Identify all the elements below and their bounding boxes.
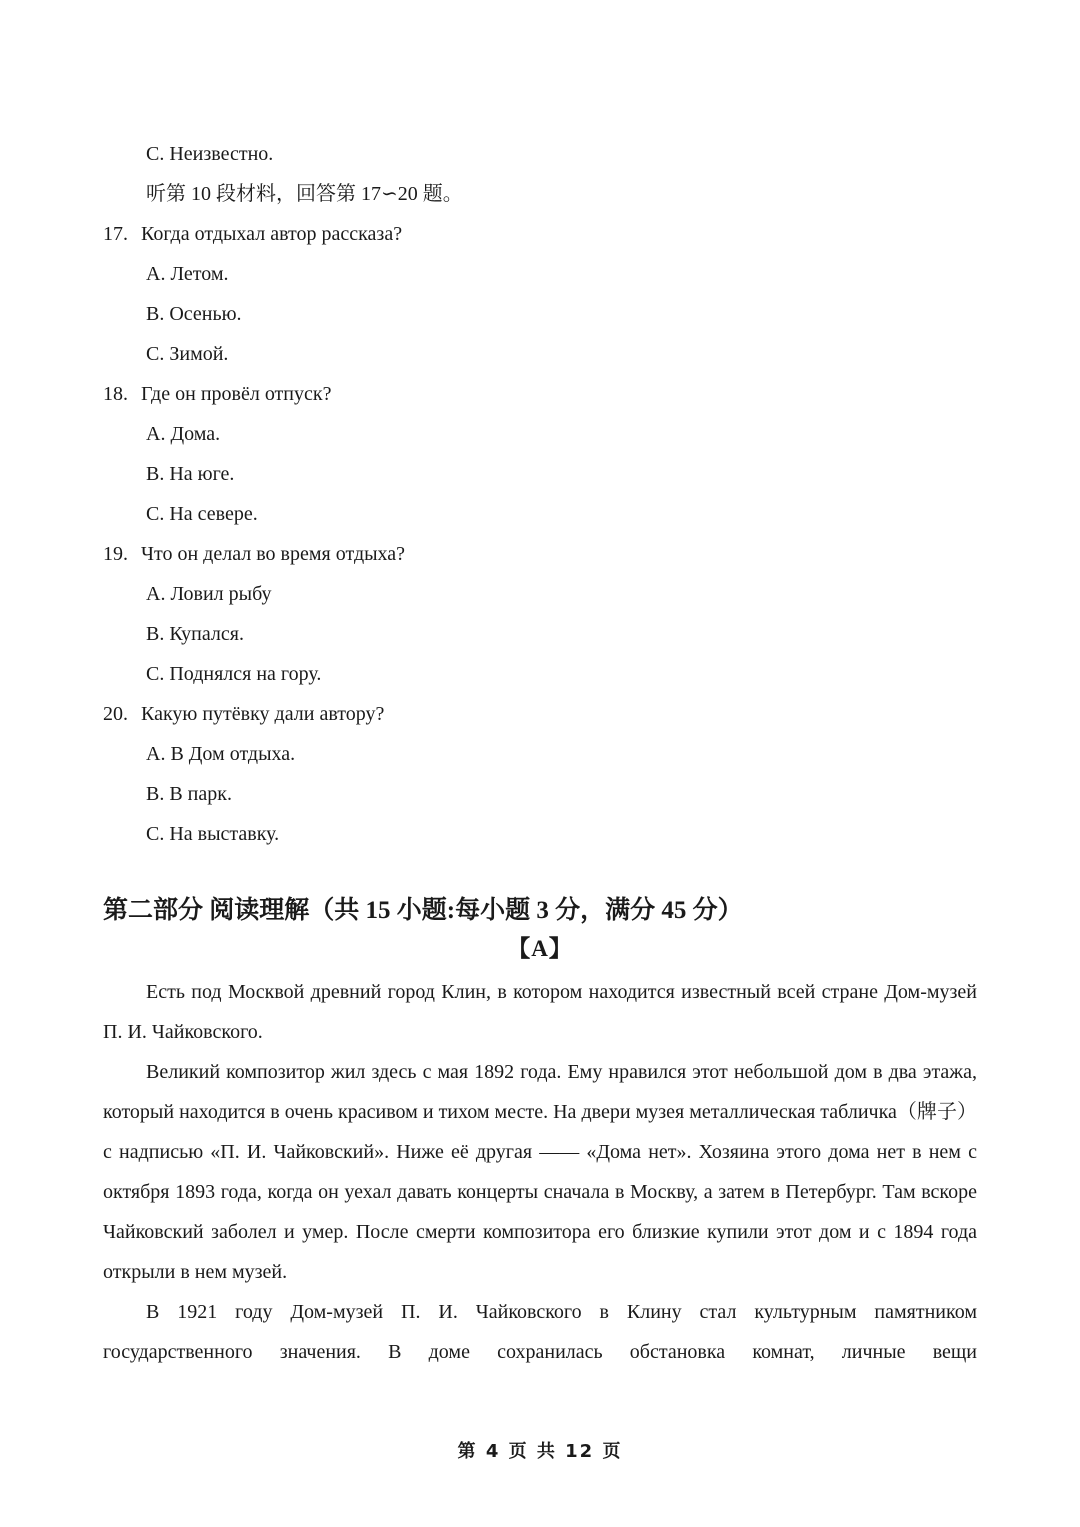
- option-19-a: A. Ловил рыбу: [146, 583, 272, 605]
- previous-option-c: C. Неизвестно.: [146, 143, 274, 165]
- passage-label: 【A】: [507, 936, 573, 961]
- question-number: 19.: [103, 543, 128, 565]
- question-text: Где он провёл отпуск?: [141, 383, 332, 405]
- question-text: Что он делал во время отдыха?: [141, 543, 406, 565]
- option-19-b: B. Купался.: [146, 623, 244, 645]
- option-20-a: A. В Дом отдыха.: [146, 743, 296, 765]
- question-17: [103, 220, 402, 248]
- option-18-b: B. На юге.: [146, 463, 235, 485]
- passage-paragraph-2: Великий композитор жил здесь с мая 1892 года. Ему нравился этот небольшой дом в два этажа, который находится в очень красивом и тихом месте. На двери музея металлическая табличка（牌子） с надписью «П. И. Чайковский». Ниже её другая —— «Дома нет». Хозяина этого дома нет в нем с октября 1893 года, когда он уехал давать концерты сначала в Москву, а затем в Петербург. Там вскоре Чайковский заболел и умер. После смерти композитора его близкие купили этот дом и с 1894 года открыли в нем музей.: [103, 1061, 977, 1283]
- option-19-c: C. Поднялся на гору.: [146, 663, 322, 685]
- option-18-c: C. На севере.: [146, 503, 258, 525]
- question-number: 20.: [103, 703, 128, 725]
- passage-paragraph-3: В 1921 году Дом-музей П. И. Чайковского в Клину стал культурным памятником государственного значения. В доме сохранилась обстановка комнат, личные вещи: [103, 1301, 977, 1363]
- option-17-c: C. Зимой.: [146, 343, 229, 365]
- section-title: 第二部分 阅读理解（共 15 小题:每小题 3 分，满分 45 分）: [103, 897, 743, 924]
- option-17-b: B. Осенью.: [146, 303, 242, 325]
- option-20-c: C. На выставку.: [146, 823, 280, 845]
- question-text: Когда отдыхал автор рассказа?: [141, 223, 403, 245]
- question-number: 17.: [103, 223, 128, 245]
- listening-instruction: 听第 10 段材料，回答第 17∽20 题。: [146, 183, 463, 205]
- question-18: [103, 380, 331, 408]
- question-number: 18.: [103, 383, 128, 405]
- passage-paragraph-1: Есть под Москвой древний город Клин, в котором находится известный всей стране Дом-музей П. И. Чайковского.: [103, 981, 977, 1043]
- question-20: [103, 700, 384, 728]
- option-20-b: B. В парк.: [146, 783, 232, 805]
- page-footer: 第 4 页 共 12 页: [457, 1441, 623, 1462]
- option-17-a: A. Летом.: [146, 263, 229, 285]
- question-text: Какую путёвку дали автору?: [141, 703, 385, 725]
- option-18-a: A. Дома.: [146, 423, 221, 445]
- question-19: [103, 540, 405, 568]
